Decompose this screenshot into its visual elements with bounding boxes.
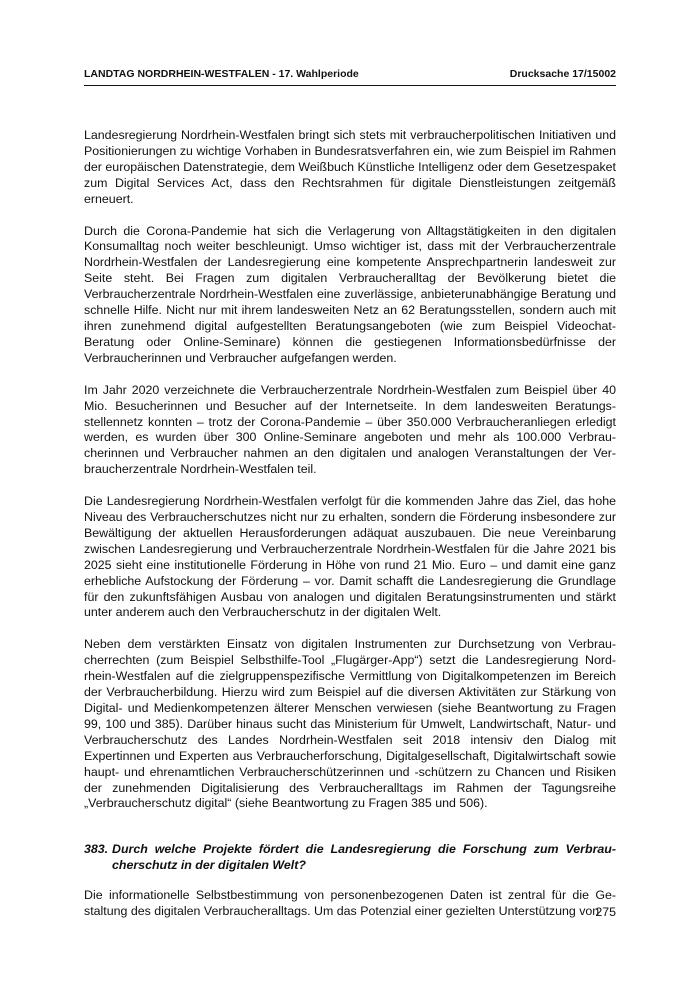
paragraph: Im Jahr 2020 verzeichnete die Verbraucherzentrale Nordrhein-Westfalen zum Beispiel über 40 Mio. Besucherinnen und Besucher auf der Internetseite. In dem landesweiten Beratungsstellennetz konnten – trotz der Corona-Pandemie – über 350.000 Verbraucheranliegen erledigt werden, es wurden über 300 Online-Seminare angeboten und mehr als 100.000 Verbraucherinnen und Verbraucher nahmen an den digitalen und analogen Veranstaltungen der Verbraucherzentrale Nordrhein-Westfalen teil.: [84, 382, 616, 477]
document-body: [84, 128, 616, 936]
page-header: [84, 68, 616, 84]
paragraph: Landesregierung Nordrhein-Westfalen bringt sich stets mit verbraucherpolitischen Initiativen und Positionierungen zu wichtige Vorhaben in Bundesratsverfahren ein, wie zum Beispiel im Rahmen der europäischen Datenstrategie, dem Weißbuch Künstliche Intelligenz oder dem Gesetzespaket zum Digital Services Act, dass den Rechtsrahmen für digitale Dienstleistungen zeitgemäß erneuert.: [84, 128, 616, 206]
header-rule: [84, 85, 616, 86]
paragraph: Neben dem verstärkten Einsatz von digitalen Instrumenten zur Durchsetzung von Verbraucherrechten (zum Beispiel Selbsthilfe-Tool „Flugärger-App“) setzt die Landesregierung Nordrhein-Westfalen auf die zielgruppenspezifische Vermittlung von Digitalkompetenzen im Bereich der Verbraucherbildung. Hierzu wird zum Beispiel auf die diversen Aktivitäten zur Stärkung von Digital- und Medienkompetenzen älterer Menschen verwiesen (siehe Beantwortung zu Fragen 99, 100 und 385). Darüber hinaus sucht das Ministerium für Umwelt, Landwirtschaft, Natur- und Verbraucherschutz des Landes Nordrhein-Westfalen seit 2018 intensiv den Dialog mit Expertinnen und Experten aus Verbraucherforschung, Digitalgesellschaft, Digitalwirtschaft sowie haupt- und ehrenamtlichen Verbraucherschützerinnen und -schützern zu Chancen und Risiken der zunehmenden Digitalisierung des Verbraucheralltags im Rahmen der Tagungsreihe „Verbraucherschutz digital“ (siehe Beantwortung zu Fragen 385 und 506).: [84, 637, 616, 811]
question-heading: [84, 842, 616, 874]
answer-paragraph: Die informationelle Selbstbestimmung von personenbezogenen Daten ist zentral für die Gestaltung des digitalen Verbraucheralltags. Um das Potenzial einer gezielten Unterstützung von: [84, 888, 616, 919]
header-title: LANDTAG NORDRHEIN-WESTFALEN - 17. Wahlperiode: [84, 68, 359, 80]
page-number: 275: [595, 905, 616, 919]
paragraph: Die Landesregierung Nordrhein-Westfalen verfolgt für die kommenden Jahre das Ziel, das hohe Niveau des Verbraucherschutzes nicht nur zu erhalten, sondern die Förderung insbesondere zur Bewältigung der aktuellen Herausforderungen adäquat auszubauen. Die neue Vereinbarung zwischen Landesregierung und Verbraucherzentrale Nordrhein-Westfalen für die Jahre 2021 bis 2025 sieht eine institutionelle Förderung in Höhe von rund 21 Mio. Euro – und damit eine ganz erhebliche Aufstockung der Förderung – vor. Damit schafft die Landesregierung die Grundlage für den zukunftsfähigen Ausbau von analogen und digitalen Beratungsinstrumenten und stärkt unter anderem auch den Verbraucherschutz in der digitalen Welt.: [84, 494, 616, 620]
paragraph: Durch die Corona-Pandemie hat sich die Verlagerung von Alltagstätigkeiten in den digitalen Konsumalltag noch weiter beschleunigt. Umso wichtiger ist, dass mit der Verbraucherzentrale Nordrhein-Westfalen der Landesregierung eine kompetente Ansprechpartnerin landesweit zur Seite steht. Bei Fragen zum digitalen Verbraucheralltag der Bevölkerung bietet die Verbraucherzentrale Nordrhein-Westfalen eine zuverlässige, anbieterunabhängige Beratung und schnelle Hilfe. Nicht nur mit ihrem landesweiten Netz an 62 Beratungsstellen, sondern auch mit ihren zunehmend digital aufgestellten Beratungsangeboten (wie zum Beispiel Videochat-Beratung oder Online-Seminare) können die gestiegenen Informationsbedürfnisse der Verbraucherinnen und Verbraucher aufgefangen werden.: [84, 223, 616, 365]
question-number: 383.: [84, 842, 109, 857]
question-text: Durch welche Projekte fördert die Landesregierung die Forschung zum Verbraucherschutz in der digitalen Welt?: [112, 842, 616, 873]
document-number: Drucksache 17/15002: [509, 68, 616, 80]
